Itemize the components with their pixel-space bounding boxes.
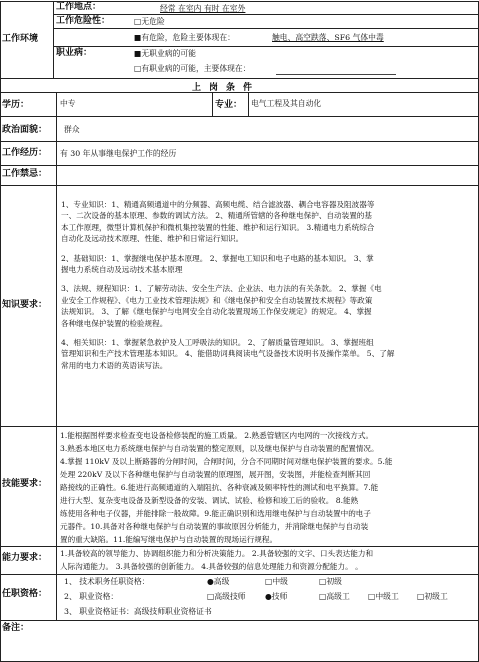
knowledge-line: 一、二次设备的基本原理、参数的调试方法。 2、精通所管辖的各种继电保护、自动装置的基 bbox=[61, 211, 372, 221]
skills-line: 4.掌握 110kV 及以上断路器的分闸时间，合闸时间，分合不同期时间对继电保护装置的要求。5.能 bbox=[60, 457, 393, 466]
skills-line: 进行大型、复杂变电设备及新型设备的安装、调试、试验、检修和竣工后的验收。 8.能熟 bbox=[60, 496, 359, 505]
tech-title-label: 1、 技术职务任职资格： bbox=[64, 577, 150, 586]
border-line bbox=[0, 1, 1, 661]
certificate-line: 3、 职业资格证书：高级技师职业资格证书 bbox=[64, 607, 212, 616]
major-label: 专业： bbox=[215, 100, 243, 110]
border-line bbox=[0, 78, 479, 79]
location-label: 工作地点： bbox=[56, 2, 102, 12]
ability-label: 能力要求： bbox=[2, 553, 48, 563]
border-line bbox=[0, 546, 479, 547]
knowledge-line: 各种继电保护装置的检验规程。 bbox=[61, 318, 168, 328]
border-line bbox=[0, 426, 479, 427]
skills-line: 处理 220kV 及以下各种继电保护与自动装置的原理图，展开图，安装图，并能检查判断其回 bbox=[60, 470, 371, 479]
politics-value: 群众 bbox=[64, 125, 80, 134]
knowledge-line: 本工作原理，微型计算机保护和微机集控装置的性能、维护和运行知识。 3.精通电力系统综合 bbox=[61, 222, 375, 232]
knowledge-label: 知识要求： bbox=[2, 300, 48, 310]
knowledge-line: 业安全工作规程》、《电力工业技术管理法规》和《继电保护和安全自动装置技术规程》等政策 bbox=[61, 295, 373, 305]
danger-yes-option: ■有危险，危险主要体现在： bbox=[134, 33, 235, 42]
politics-label: 政治面貌： bbox=[2, 125, 48, 135]
tech-title-option-mid: □中级 bbox=[265, 577, 288, 586]
knowledge-line: 4、相关知识：1、掌握紧急救护及人工呼吸法的知识。 2、了解质量管理知识。 3、掌握班组 bbox=[61, 338, 374, 348]
border-line bbox=[56, 92, 57, 620]
qualification-label: 任职资格： bbox=[2, 589, 48, 599]
border-line bbox=[53, 46, 479, 47]
danger-label: 工作危险性： bbox=[56, 16, 111, 26]
location-value: 经常 在室内 有时 在室外 bbox=[160, 4, 246, 13]
skills-line: 路接线的正确性。6.能进行高频通道的入端阻抗、各种衰减及频率特性的测试和电平换算。7.能 bbox=[60, 483, 379, 492]
knowledge-line: 管理知识和生产技术管理基本知识。 4、能借助词典阅读电气设备技术说明书及操作菜单。 5、了解 bbox=[61, 349, 395, 359]
danger-detail: 触电、高空跌落、SF6 气体中毒 bbox=[272, 33, 384, 42]
skills-line: 元器件。10.具备对各种继电保护与自动装置的事故原因分析能力，并消除继电保护与自动装 bbox=[60, 522, 369, 531]
danger-none-option: □无危险 bbox=[134, 17, 165, 26]
border-line bbox=[0, 165, 479, 166]
experience-value: 有 30 年从事继电保护工作的经历 bbox=[60, 149, 177, 158]
skills-line: 置的重大缺陷。11.能编写继电保护与自动装置的现场运行规程。 bbox=[60, 535, 278, 544]
education-label: 学历： bbox=[2, 100, 30, 110]
skills-line: 练使用各种电子仪器，并能排除一般故障。9.能正确识别和选用继电保护与自动装置中的电子 bbox=[60, 509, 371, 518]
tech-title-option-junior: □初级 bbox=[319, 577, 342, 586]
ability-line: 1.具备较高的领导能力、协调组织能力和分析决策能力。 2.具备较强的文字、口头表达能力和 bbox=[60, 549, 374, 558]
education-value: 中专 bbox=[60, 99, 76, 108]
border-line bbox=[212, 92, 213, 116]
knowledge-line: 2、基础知识：1、掌握继电保护基本原理。 2、掌握电工知识和电子电路的基本知识。 3、掌 bbox=[61, 253, 374, 263]
border-line bbox=[53, 14, 479, 15]
remarks-label: 备注： bbox=[2, 623, 30, 633]
knowledge-line: 自动化及远动技术原理、性能、维护和日常运行知识。 bbox=[61, 234, 244, 244]
skills-label: 技能要求： bbox=[2, 479, 48, 489]
vocational-option-mid-worker: □中级工 bbox=[368, 592, 399, 601]
knowledge-line: 法规知识。 3、了解《继电保护与电网安全自动化装置现场工作保安规定》的规定。 4、掌握 bbox=[61, 307, 372, 317]
vocational-option-senior-worker: □高级工 bbox=[319, 592, 350, 601]
skills-line: 3.熟悉本地区电力系统继电保护与自动装置的整定原则，以及继电保护与自动装置的配置情况。 bbox=[60, 444, 379, 453]
knowledge-line: 常用的电力术语的英语读写法。 bbox=[61, 360, 168, 370]
knowledge-line: 1、专业知识：1、精通高频通道中的分频器、高频电缆、结合滤波器、耦合电容器及阻波器等 bbox=[61, 200, 375, 209]
experience-label: 工作经历： bbox=[2, 148, 48, 158]
border-line bbox=[248, 92, 249, 116]
vocational-label: 2、 职业资格： bbox=[64, 592, 119, 601]
disease-yes-option: □有职业病的可能，主要体现在： bbox=[134, 64, 251, 73]
disease-none-option: ■无职业病的可能 bbox=[134, 49, 196, 58]
border-line bbox=[0, 574, 479, 575]
vocational-option-junior-worker: □初级工 bbox=[417, 592, 448, 601]
vocational-option-technician: ●技师 bbox=[265, 592, 288, 601]
skills-line: 1.能根据图样要求检查变电设备检修装配的施工质量。 2.熟悉管辖区内电网的一次接线方式。 bbox=[60, 431, 374, 440]
ability-line: 人际沟通能力。 3.具备较强的创新能力。 4.具备较强的信息处理能力和资源分配能力。 。 bbox=[60, 561, 363, 571]
border-line bbox=[0, 185, 479, 186]
ability-text bbox=[60, 548, 476, 573]
disease-label: 职业病： bbox=[56, 48, 93, 58]
work-env-label: 工作环境 bbox=[2, 34, 39, 44]
taboo-label: 工作禁忌： bbox=[2, 169, 48, 179]
tech-title-option-senior: ●高级 bbox=[207, 577, 230, 586]
border-line bbox=[0, 116, 479, 117]
major-value: 电气工程及其自动化 bbox=[251, 99, 322, 108]
skills-text bbox=[60, 429, 476, 546]
border-line bbox=[0, 620, 479, 621]
vocational-option-senior-technician: □高级技师 bbox=[207, 592, 246, 601]
border-line bbox=[53, 28, 479, 29]
section-title: 上岗条件 bbox=[192, 83, 261, 93]
border-line bbox=[53, 1, 54, 78]
knowledge-line: 握电力系统自动及远动技术基本原理 bbox=[61, 265, 183, 275]
disease-underline bbox=[276, 74, 396, 75]
knowledge-line: 3、法规、规程知识：1、了解劳动法、安全生产法、企业法、电力法的有关条款。 2、掌握《电 bbox=[61, 284, 382, 294]
border-line bbox=[0, 141, 479, 142]
knowledge-text bbox=[61, 199, 475, 371]
